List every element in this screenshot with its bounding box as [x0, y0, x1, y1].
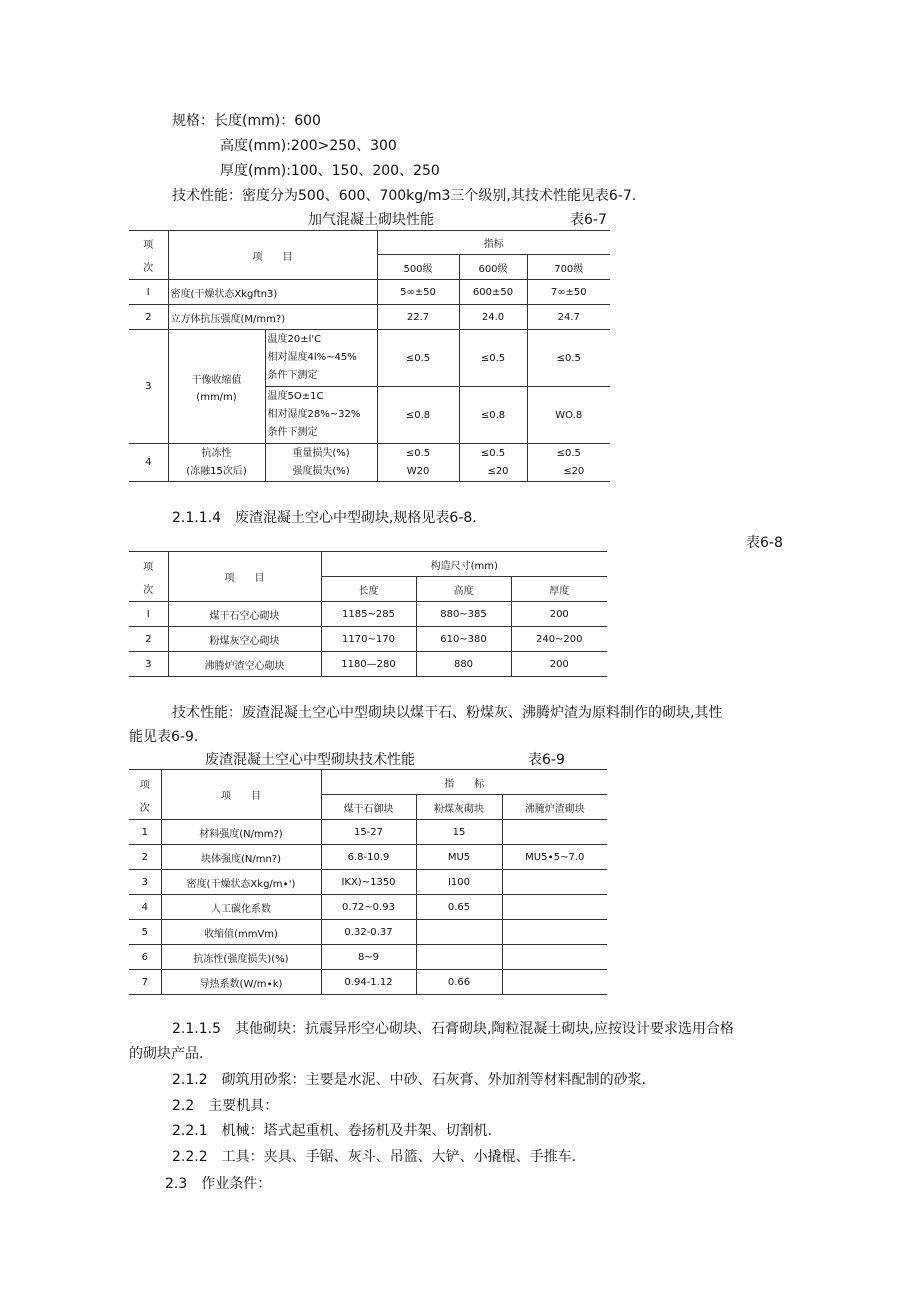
table-6-7: [129, 230, 610, 482]
table-row: 2 块体强度(N/mn?) 6.8-10.9 MU5 MU5∙5~7.0: [129, 845, 607, 870]
table-row: 6 抗冻性(强度损失)(%) 8~9: [129, 945, 607, 970]
table-row: 4 人工碳化系数 0.72~0.93 0.65: [129, 895, 607, 920]
table-row: 4 抗冻性 (冻融15次后) 重量损失(%) 强度损失(%) ≤0.5 W20 ≤0.5 ≤20 ≤0.5 ≤20: [129, 444, 610, 482]
header-indicator: 指 标: [321, 770, 607, 795]
table-row: 2 立方体抗压强度(M/mm?) 22.7 24.0 24.7: [129, 305, 610, 330]
col-fly-ash: 粉煤灰砌块: [416, 795, 502, 820]
table-row: 温度5O±1C 相对湿度28%~32% 条件下测定 ≤0.8 ≤0.8 WO.8: [129, 387, 610, 444]
grade-600: 600级: [459, 255, 527, 280]
table-6-7-title: 加气混凝土砌块性能: [308, 212, 434, 228]
table-6-8: [129, 551, 607, 677]
para-2-2-2: 2.2.2 工具：夹具、手锯、灰斗、吊篮、大铲、小撬棍、手推车.: [172, 1149, 577, 1165]
para-2-1-1-5-line2: 的砌块产品.: [129, 1046, 204, 1062]
header-no: 项 次: [129, 231, 168, 280]
dim-length: 长度: [321, 577, 416, 602]
table-6-9: [129, 769, 607, 995]
table-6-8-label: 表6-8: [746, 535, 783, 551]
col-coal-gangue: 煤干石御块: [321, 795, 416, 820]
table-row: 1 材料强度(N/mm?) 15-27 15: [129, 820, 607, 845]
table-row: I 煤干石空心砌块 1185~285 880~385 200: [129, 602, 607, 627]
table-row: 2 粉煤灰空心砌块 1170~170 610~380 240~200: [129, 627, 607, 652]
table-row: 3 密度(干燥状态Xkg∕m∙') IKX)~1350 I100: [129, 870, 607, 895]
dim-thickness: 厚度: [511, 577, 607, 602]
table-row: 5 收缩值(mmVm) 0.32-0.37: [129, 920, 607, 945]
header-dimensions: 构造尺寸(mm): [321, 552, 607, 577]
header-item: 项 目: [168, 231, 377, 280]
dim-height: 高度: [416, 577, 511, 602]
spec-tech-performance: 技术性能：密度分为500、600、700kg∕m3三个级别,其技术性能见表6-7.: [172, 188, 637, 204]
table-row: 7 导热系数(W/m∙k) 0.94-1.12 0.66: [129, 970, 607, 995]
grade-500: 500级: [377, 255, 459, 280]
para-tech-performance-line1: 技术性能：废渣混凝土空心中型砌块以煤干石、粉煤灰、沸腾炉渣为原料制作的砌块,其性: [172, 705, 723, 721]
para-tech-performance-line2: 能见表6-9.: [129, 729, 199, 745]
spec-length: 规格：长度(mm)：600: [172, 113, 321, 129]
para-2-1-1-5-line1: 2.1.1.5 其他砌块：抗震异形空心砌块、石膏砌块,陶粒混凝土砌块,应按设计要求选用合格: [172, 1021, 734, 1037]
table-row: 3 干像收缩值 (mm∕m) 温度20±l'C 相对湿度4l%~45% 条件下测定 ≤0.5 ≤0.5 ≤0.5: [129, 330, 610, 387]
header-no: 项 次: [129, 770, 161, 820]
para-2-1-2: 2.1.2 砌筑用砂浆：主要是水泥、中砂、石灰膏、外加剂等材料配制的砂浆.: [172, 1072, 647, 1088]
para-2-1-1-4: 2.1.1.4 废渣混凝土空心中型砌块,规格见表6-8.: [172, 510, 477, 526]
spec-thickness: 厚度(mm):100、150、200、250: [220, 163, 440, 179]
table-6-9-label: 表6-9: [528, 752, 565, 768]
header-item: 项 目: [161, 770, 321, 820]
para-2-3: 2.3 作业条件：: [165, 1176, 272, 1192]
header-no: 项 次: [129, 552, 168, 602]
header-indicator: 指标: [377, 231, 610, 255]
para-2-2-1: 2.2.1 机械：塔式起重机、卷扬机及井架、切割机.: [172, 1123, 493, 1139]
col-boiler-slag: 沸腌炉渣砌块: [502, 795, 607, 820]
spec-height: 高度(mm):200>250、300: [220, 138, 397, 154]
header-item: 项 目: [168, 552, 321, 602]
para-2-2: 2.2 主要机具：: [172, 1098, 279, 1114]
table-row: I 密度(干燥状态Xkgftn3) 5∞±50 600±50 7∞±50: [129, 280, 610, 305]
table-6-9-title: 废渣混凝土空心中型砌块技术性能: [205, 752, 415, 768]
table-row: 3 沸腾炉渣空心砌块 1180—280 880 200: [129, 652, 607, 677]
table-6-7-label: 表6-7: [570, 212, 607, 228]
grade-700: 700级: [527, 255, 610, 280]
